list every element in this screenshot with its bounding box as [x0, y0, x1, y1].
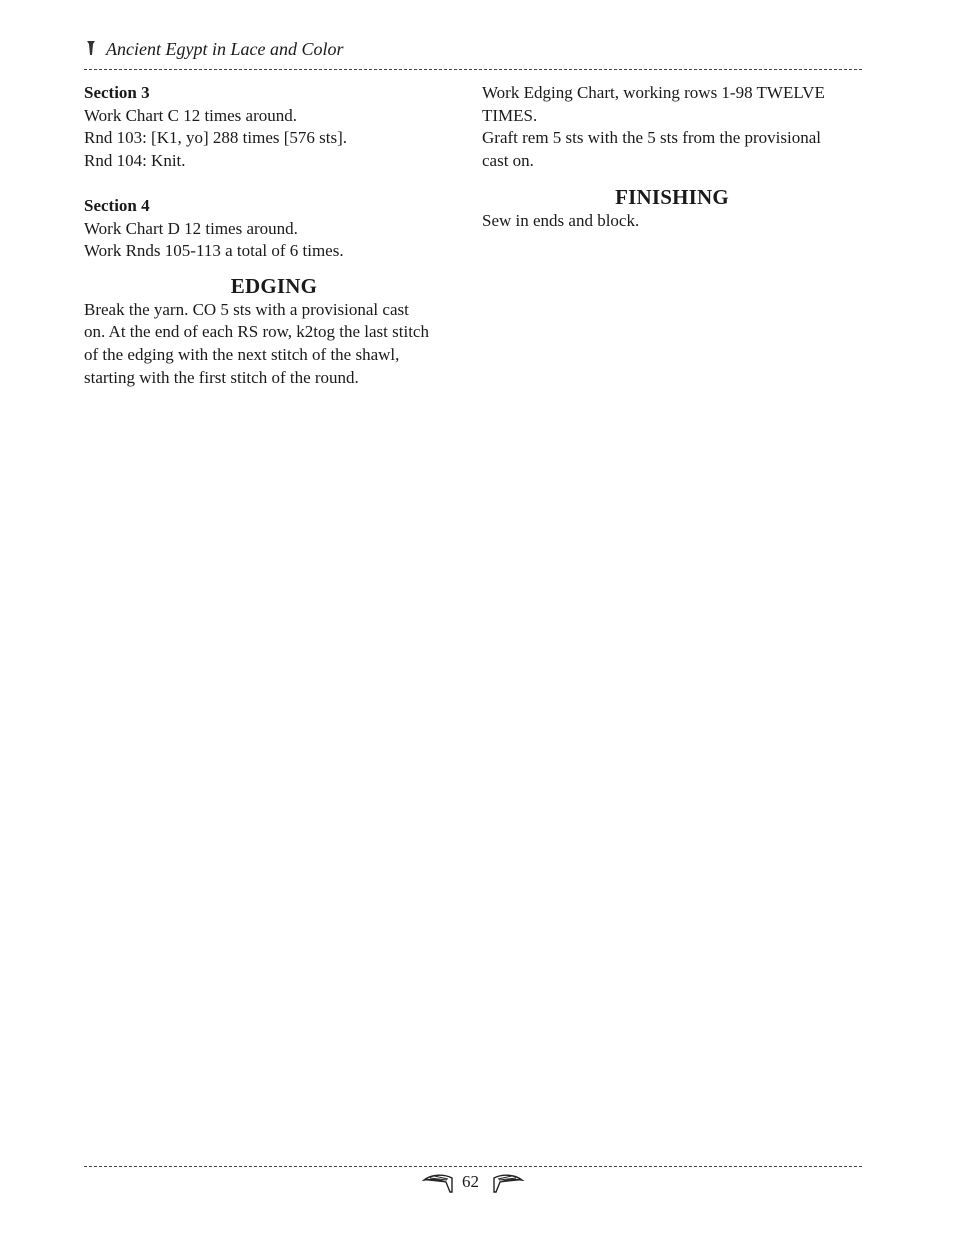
edging-continued-line: TIMES. [482, 105, 538, 125]
page-number: 62 [462, 1172, 479, 1191]
finishing-heading: FINISHING [615, 185, 729, 210]
running-title: Ancient Egypt in Lace and Color [106, 39, 344, 59]
ankh-ornament-icon [84, 39, 98, 57]
running-header [84, 36, 862, 62]
edging-continued-line: Work Edging Chart, working rows 1-98 TWELVE [482, 83, 825, 102]
left-column [84, 82, 464, 389]
finishing-line: Sew in ends and block. [482, 211, 640, 231]
edging-line: starting with the first stitch of the round. [84, 367, 359, 387]
section-4-heading: Section 4 [84, 195, 150, 215]
edging-continued-line: cast on. [482, 150, 534, 170]
section-3-heading: Section 3 [84, 83, 150, 102]
edging-heading: EDGING [230, 273, 318, 298]
winged-scarab-right-icon [492, 1172, 524, 1194]
section-4-line: Work Chart D 12 times around. [84, 218, 298, 238]
header-divider [84, 69, 862, 70]
edging-line: Break the yarn. CO 5 sts with a provisional cast [84, 299, 409, 319]
edging-continued-line: Graft rem 5 sts with the 5 sts from the provisional [482, 128, 822, 148]
section-3-line: Rnd 104: Knit. [84, 150, 186, 170]
right-column [482, 82, 862, 233]
section-3-line: Rnd 103: [K1, yo] 288 times [576 sts]. [84, 128, 348, 148]
winged-scarab-left-icon [422, 1172, 454, 1194]
footer-divider [84, 1166, 862, 1167]
edging-line: on. At the end of each RS row, k2tog the last stitch [84, 322, 429, 342]
section-3-line: Work Chart C 12 times around. [84, 105, 297, 125]
section-4-line: Work Rnds 105-113 a total of 6 times. [84, 241, 344, 261]
page-footer [0, 1170, 960, 1200]
edging-line: of the edging with the next stitch of the shawl, [84, 344, 400, 364]
